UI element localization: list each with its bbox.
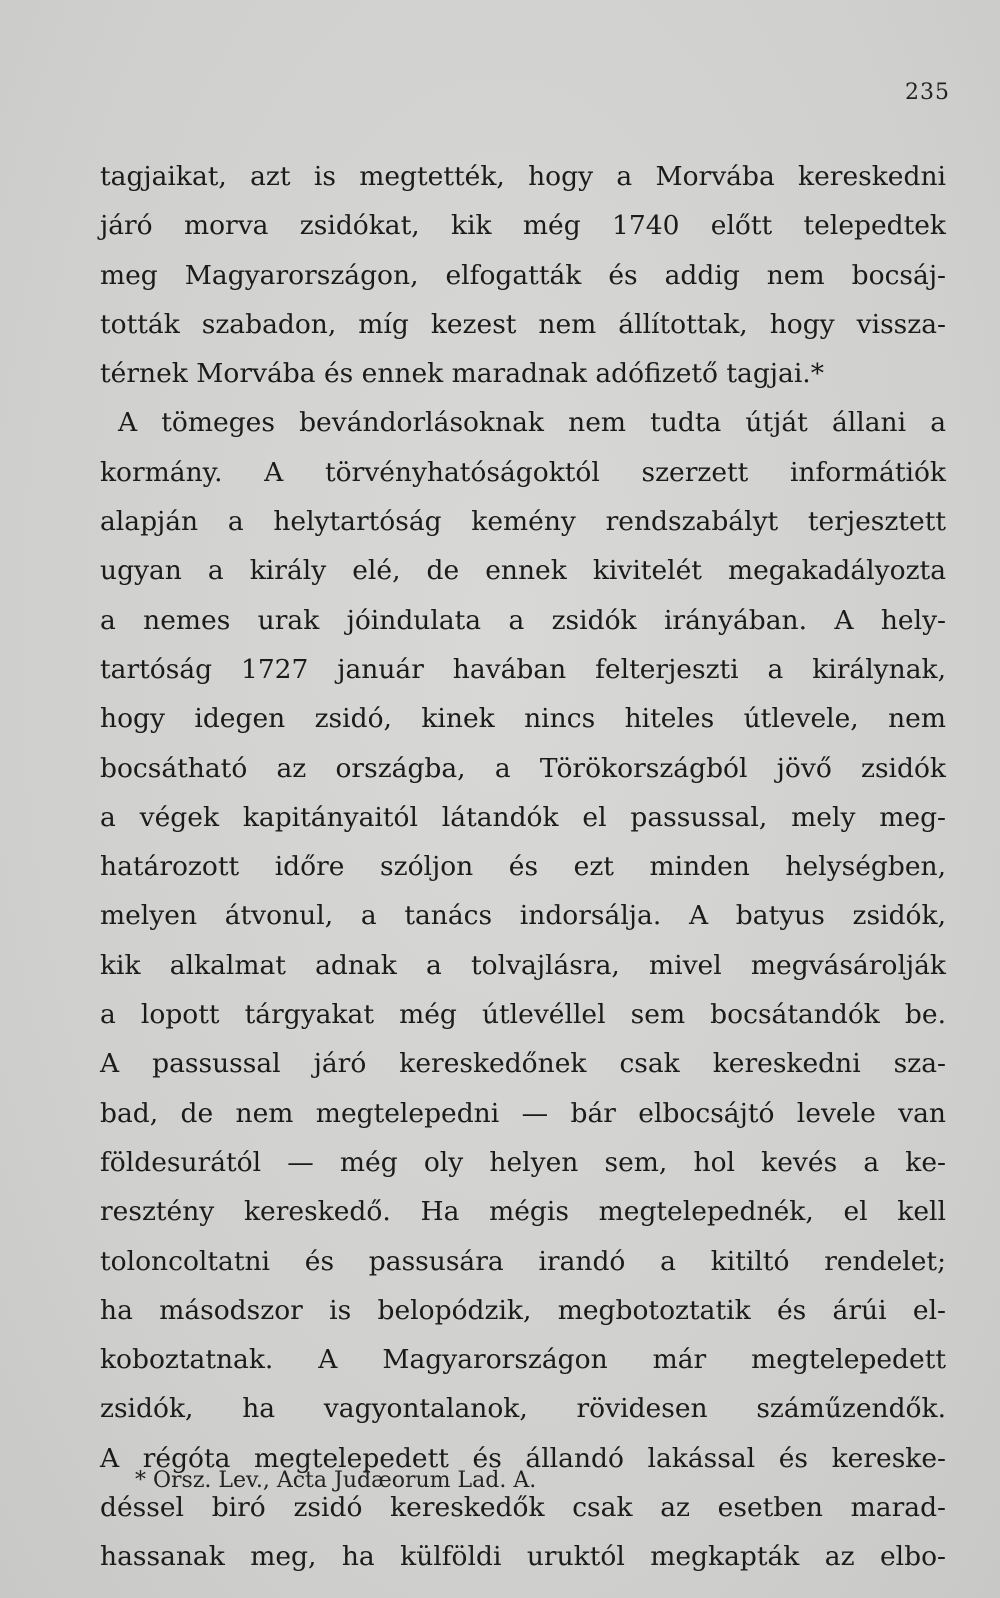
text-line: A régóta megtelepedett és állandó lakással és kereske- xyxy=(100,1442,946,1474)
page-number: 235 xyxy=(905,80,950,105)
text-line: a lopott tárgyakat még útlevéllel sem bocsátandók be. xyxy=(100,999,946,1031)
text-line: A passussal járó kereskedőnek csak kereskedni sza- xyxy=(100,1048,946,1080)
text-line: járó morva zsidókat, kik még 1740 előtt telepedtek xyxy=(100,210,946,242)
body-text xyxy=(100,152,946,1582)
text-line: földesurától — még oly helyen sem, hol kevés a ke- xyxy=(100,1146,946,1178)
footnote: * Orsz. Lev., Acta Judæorum Lad. A. xyxy=(135,1468,537,1493)
text-line: kik alkalmat adnak a tolvajlásra, mivel megvásárolják xyxy=(100,949,946,981)
text-line: bad, de nem megtelepedni — bár elbocsájtó levele van xyxy=(100,1097,946,1129)
text-line: a nemes urak jóindulata a zsidók irányában. A hely- xyxy=(100,604,946,636)
text-line: tartóság 1727 január havában felterjeszti a királynak, xyxy=(100,653,946,685)
text-line: hogy idegen zsidó, kinek nincs hiteles útlevele, nem xyxy=(100,703,946,735)
text-line: térnek Morvába és ennek maradnak adófizető tagjai.* xyxy=(100,358,824,390)
text-line: A tömeges bevándorlásoknak nem tudta útját állani a xyxy=(118,407,946,439)
text-line: alapján a helytartóság kemény rendszabályt terjesztett xyxy=(100,506,946,538)
text-line: koboztatnak. A Magyarországon már megtelepedett xyxy=(100,1344,946,1376)
text-line: meg Magyarországon, elfogatták és addig nem bocsáj- xyxy=(100,259,946,291)
text-line: hassanak meg, ha külföldi uruktól megkapták az elbo- xyxy=(100,1541,946,1573)
text-line: melyen átvonul, a tanács indorsálja. A batyus zsidók, xyxy=(100,900,946,932)
text-line: déssel biró zsidó kereskedők csak az esetben marad- xyxy=(100,1492,946,1524)
text-line: resztény kereskedő. Ha mégis megtelepednék, el kell xyxy=(100,1196,946,1228)
text-line: határozott időre szóljon és ezt minden helységben, xyxy=(100,851,946,883)
text-line: bocsátható az országba, a Törökországból jövő zsidók xyxy=(100,752,946,784)
text-line: tották szabadon, míg kezest nem állítottak, hogy vissza- xyxy=(100,308,946,340)
text-line: a végek kapitányaitól látandók el passussal, mely meg- xyxy=(100,801,946,833)
text-line: ugyan a király elé, de ennek kivitelét megakadályozta xyxy=(100,555,946,587)
text-line: kormány. A törvényhatóságoktól szerzett informátiók xyxy=(100,456,946,488)
text-line: tagjaikat, azt is megtették, hogy a Morvába kereskedni xyxy=(100,161,946,192)
text-line: toloncoltatni és passusára irandó a kitiltó rendelet; xyxy=(100,1245,946,1277)
text-line: ha másodszor is belopódzik, megbotoztatik és árúi el- xyxy=(100,1294,946,1326)
text-line: zsidók, ha vagyontalanok, rövidesen száműzendők. xyxy=(100,1393,946,1425)
